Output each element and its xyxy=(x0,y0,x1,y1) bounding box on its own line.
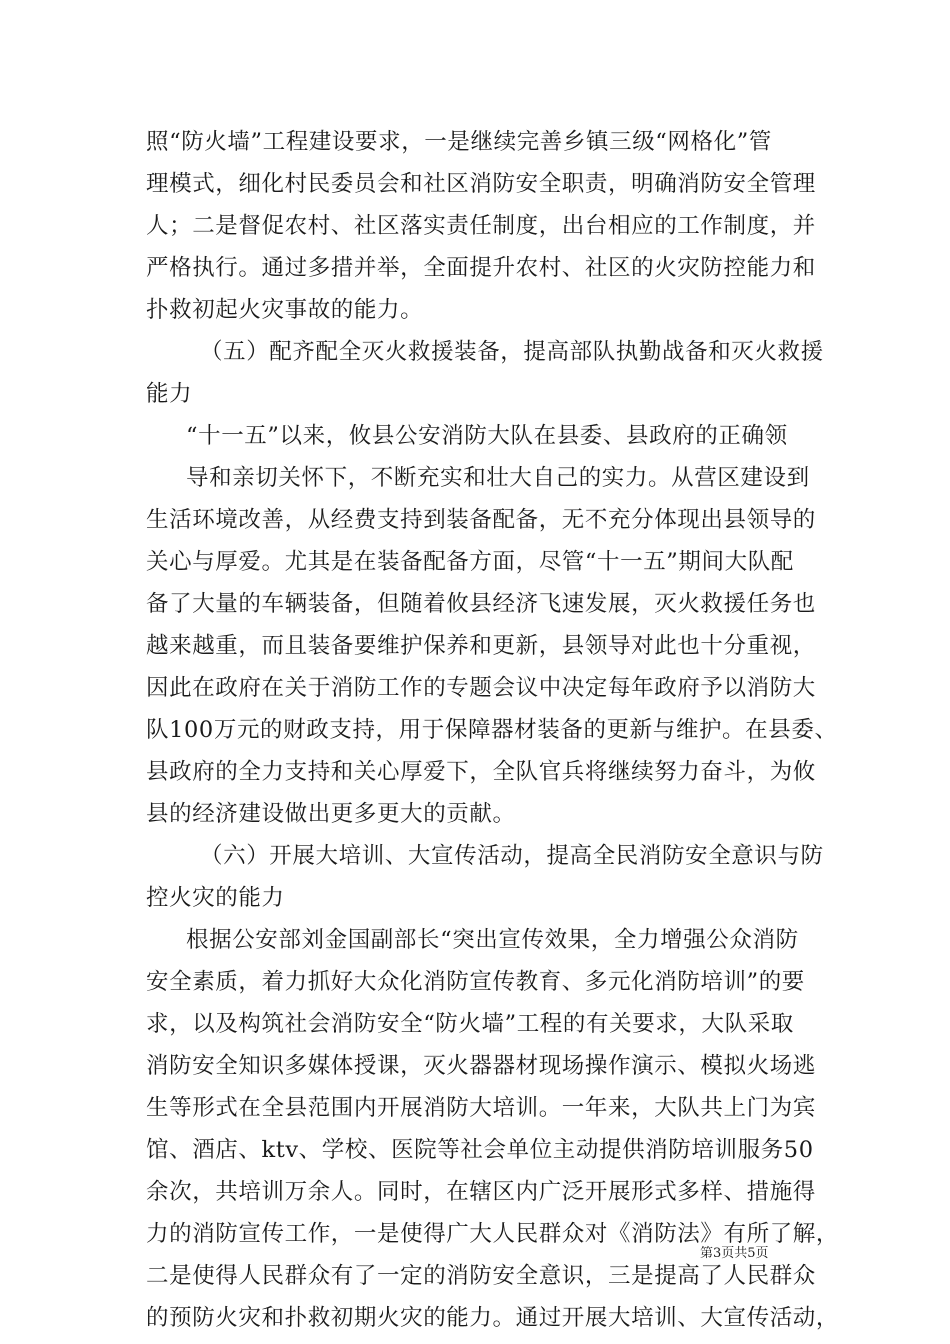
text-line: 二是使得人民群众有了一定的消防安全意识，三是提高了人民群众 xyxy=(146,1263,816,1289)
section-heading-6-cont: 控火灾的能力 xyxy=(146,885,285,911)
text-line: 导和亲切关怀下，不断充实和壮大自己的实力。从营区建设到 xyxy=(186,465,810,491)
section-heading-5-cont: 能力 xyxy=(146,381,193,407)
text-line: 县的经济建设做出更多更大的贡献。 xyxy=(146,801,516,827)
text-line: 越来越重，而且装备要维护保养和更新，县领导对此也十分重视， xyxy=(146,633,816,659)
text-line: 根据公安部刘金国副部长“突出宣传效果，全力增强公众消防 xyxy=(186,927,799,953)
section-heading-5: （五）配齐配全灭火救援装备，提高部队执勤战备和灭火救援 xyxy=(200,339,824,365)
text-line: 生等形式在全县范围内开展消防大培训。一年来，大队共上门为宾 xyxy=(146,1095,816,1121)
text-line: 理模式，细化村民委员会和社区消防安全职责，明确消防安全管理 xyxy=(146,171,816,197)
text-line: 余次，共培训万余人。同时，在辖区内广泛开展形式多样、措施得 xyxy=(146,1179,816,1205)
text-line: 生活环境改善，从经费支持到装备配备，无不充分体现出县领导的 xyxy=(146,507,816,533)
section-heading-6: （六）开展大培训、大宣传活动，提高全民消防安全意识与防 xyxy=(200,843,824,869)
text-line: 安全素质，着力抓好大众化消防宣传教育、多元化消防培训”的要 xyxy=(146,969,805,995)
page-number: 第3页共5页 xyxy=(700,1246,769,1261)
text-line: 县政府的全力支持和关心厚爱下，全队官兵将继续努力奋斗，为攸 xyxy=(146,759,816,785)
text-line: 备了大量的车辆装备，但随着攸县经济飞速发展，灭火救援任务也 xyxy=(146,591,816,617)
text-line: 队100万元的财政支持，用于保障器材装备的更新与维护。在县委、 xyxy=(146,717,838,743)
text-line: 关心与厚爱。尤其是在装备配备方面，尽管“十一五”期间大队配 xyxy=(146,549,794,575)
text-line: 严格执行。通过多措并举，全面提升农村、社区的火灾防控能力和 xyxy=(146,255,816,281)
text-line: 馆、酒店、ktv、学校、医院等社会单位主动提供消防培训服务50 xyxy=(146,1137,814,1163)
text-line: “十一五”以来，攸县公安消防大队在县委、县政府的正确领 xyxy=(186,423,788,449)
text-line: 人；二是督促农村、社区落实责任制度，出台相应的工作制度，并 xyxy=(146,213,816,239)
text-line: 消防安全知识多媒体授课，灭火器器材现场操作演示、模拟火场逃 xyxy=(146,1053,816,1079)
text-line: 的预防火灾和扑救初期火灾的能力。通过开展大培训、大宣传活动， xyxy=(146,1305,840,1331)
text-line: 照“防火墙”工程建设要求，一是继续完善乡镇三级“网格化”管 xyxy=(146,129,772,155)
text-line: 扑救初起火灾事故的能力。 xyxy=(146,297,424,323)
text-line: 因此在政府在关于消防工作的专题会议中决定每年政府予以消防大 xyxy=(146,675,816,701)
text-line: 力的消防宣传工作，一是使得广大人民群众对《消防法》有所了解， xyxy=(146,1221,840,1247)
text-line: 求，以及构筑社会消防安全“防火墙”工程的有关要求，大队采取 xyxy=(146,1011,794,1037)
